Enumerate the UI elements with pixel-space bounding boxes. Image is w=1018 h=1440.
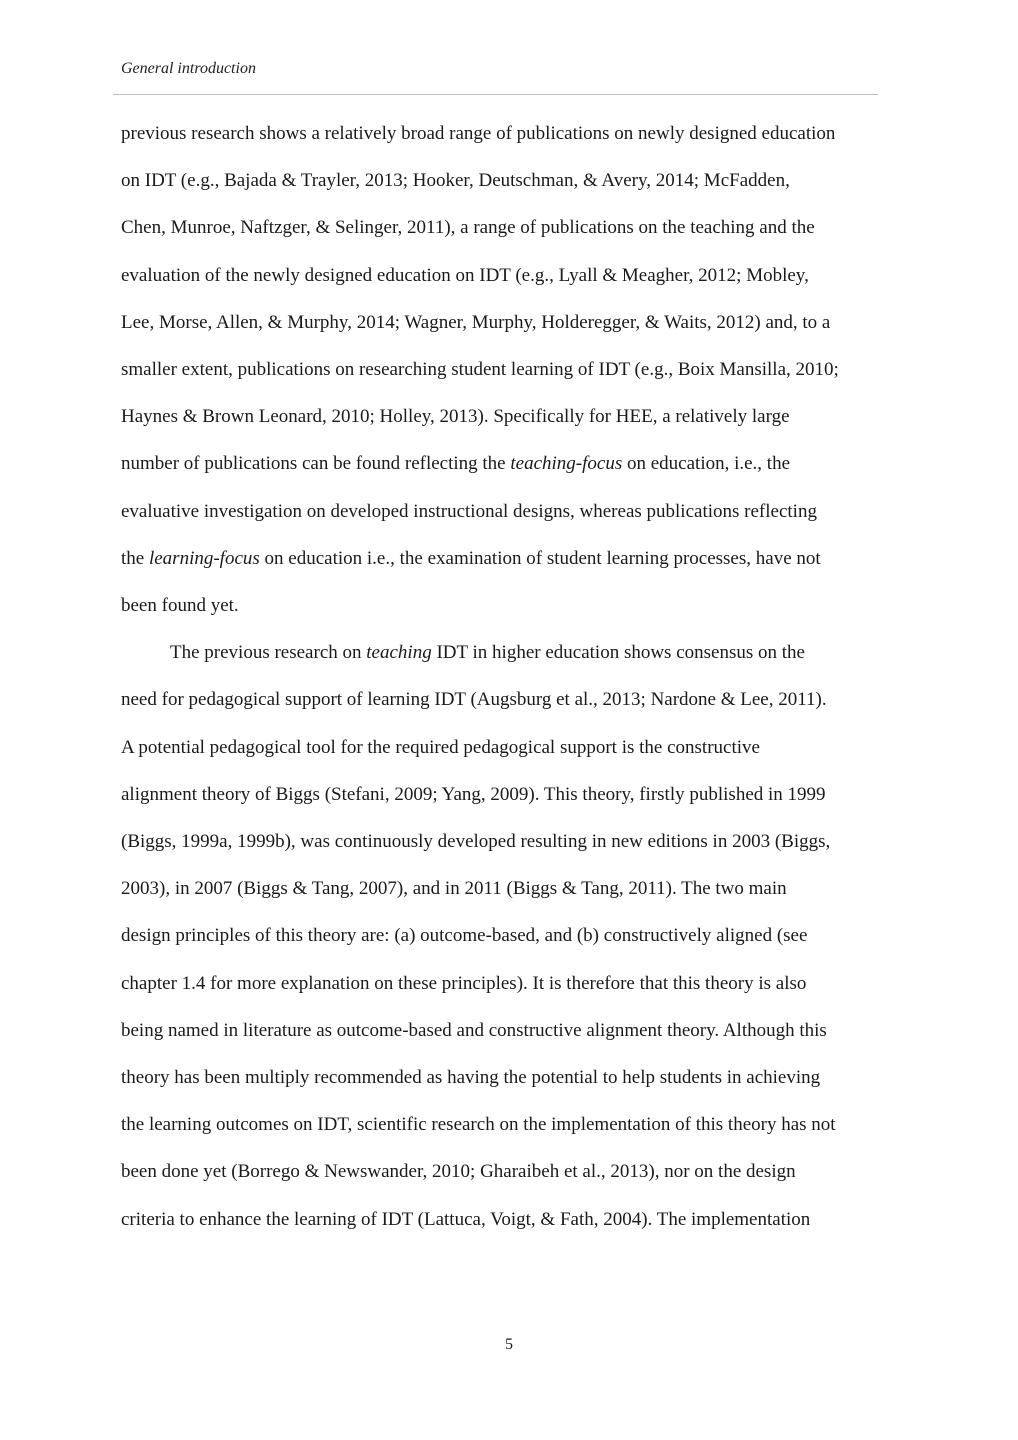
paragraph-2 [121,629,921,1243]
text-line: the learning-focus on education i.e., the examination of student learning processes, have not [121,547,821,569]
emphasis-learning-focus: learning-focus [148,547,260,569]
text-line: The previous research on teaching IDT in higher education shows consensus on the [170,642,805,664]
text-line: chapter 1.4 for more explanation on these principles). It is therefore that this theory is also [121,972,807,994]
text-line: evaluation of the newly designed education on IDT (e.g., Lyall & Meagher, 2012; Mobley, [121,264,809,286]
text-line: A potential pedagogical tool for the required pedagogical support is the constructive [121,736,760,758]
text-line: being named in literature as outcome-based and constructive alignment theory. Although this [121,1019,827,1041]
running-header: General introduction [121,60,256,77]
text-line: criteria to enhance the learning of IDT (Lattuca, Voigt, & Fath, 2004). The implementation [121,1208,811,1230]
page-number: 5 [505,1336,513,1353]
text-line: on IDT (e.g., Bajada & Trayler, 2013; Hooker, Deutschman, & Avery, 2014; McFadden, [121,170,790,192]
text-line: theory has been multiply recommended as having the potential to help students in achieving [121,1067,821,1089]
text-line: 2003), in 2007 (Biggs & Tang, 2007), and in 2011 (Biggs & Tang, 2011). The two main [121,878,787,900]
text-line: (Biggs, 1999a, 1999b), was continuously developed resulting in new editions in 2003 (Biggs, [121,831,831,853]
text-line: alignment theory of Biggs (Stefani, 2009; Yang, 2009). This theory, firstly published in 1999 [121,783,826,805]
body-text [121,110,921,1243]
text-line: been done yet (Borrego & Newswander, 2010; Gharaibeh et al., 2013), nor on the design [121,1161,796,1183]
text-line: Haynes & Brown Leonard, 2010; Holley, 2013). Specifically for HEE, a relatively large [121,406,790,428]
emphasis-teaching-focus: teaching-focus [510,453,623,475]
text-line: Lee, Morse, Allen, & Murphy, 2014; Wagner, Murphy, Holderegger, & Waits, 2012) and, to a [121,311,831,333]
header-divider [113,94,878,95]
text-line: design principles of this theory are: (a) outcome-based, and (b) constructively aligned (see [121,925,808,947]
paragraph-1 [121,110,921,629]
text-line: the learning outcomes on IDT, scientific research on the implementation of this theory has not [121,1114,836,1136]
text-line: need for pedagogical support of learning IDT (Augsburg et al., 2013; Nardone & Lee, 2011). [121,689,827,711]
text-line: Chen, Munroe, Naftzger, & Selinger, 2011), a range of publications on the teaching and the [121,217,815,239]
text-line: evaluative investigation on developed instructional designs, whereas publications reflecting [121,500,817,522]
text-line: smaller extent, publications on researching student learning of IDT (e.g., Boix Mansilla, 2010; [121,359,839,381]
text-line: previous research shows a relatively broad range of publications on newly designed education [121,123,836,144]
text-line: number of publications can be found reflecting the teaching-focus on education, i.e., the [121,453,791,475]
text-line: been found yet. [121,595,239,617]
emphasis-teaching: teaching [366,642,432,664]
